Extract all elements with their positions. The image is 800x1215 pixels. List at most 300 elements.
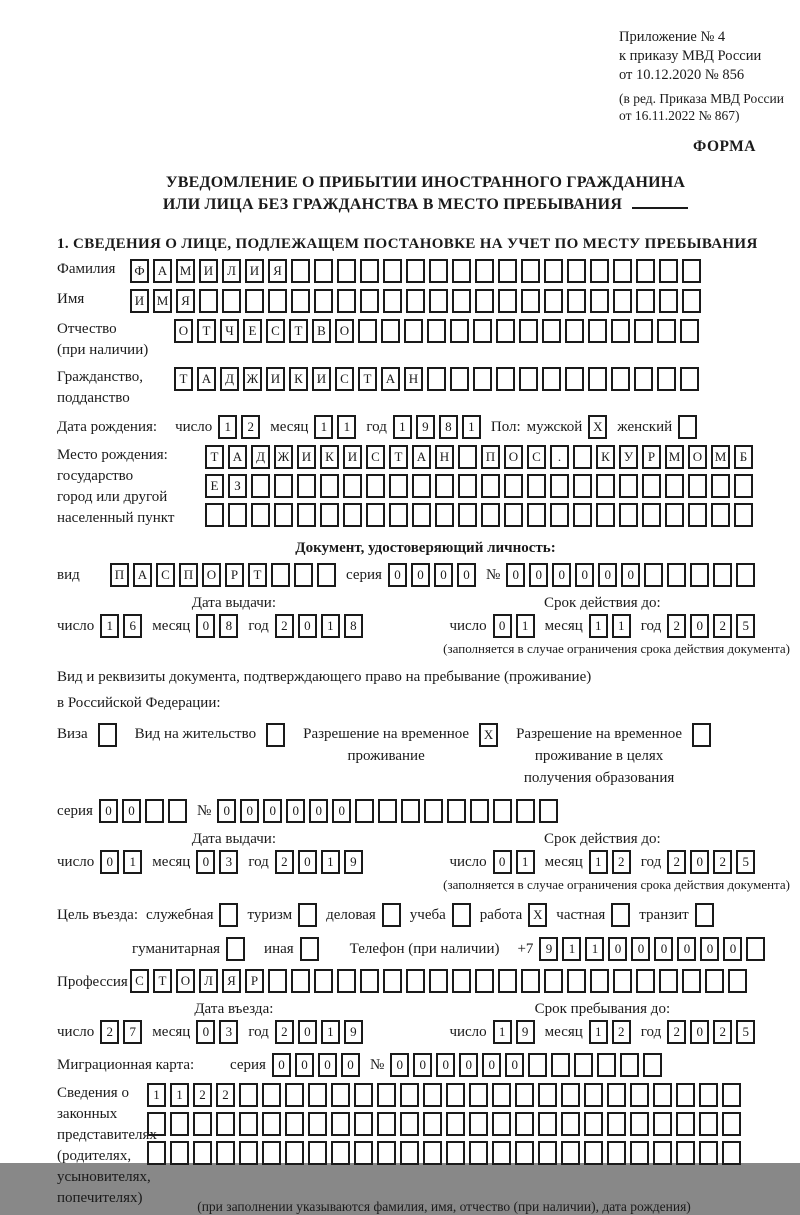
- char-box[interactable]: 2: [216, 1083, 235, 1107]
- char-box[interactable]: [389, 503, 408, 527]
- char-box[interactable]: [406, 259, 425, 283]
- char-box[interactable]: [590, 259, 609, 283]
- char-box[interactable]: 0: [598, 563, 617, 587]
- char-box[interactable]: [285, 1083, 304, 1107]
- char-box[interactable]: [446, 1083, 465, 1107]
- char-box[interactable]: 1: [321, 850, 340, 874]
- char-box[interactable]: 0: [413, 1053, 432, 1077]
- char-box[interactable]: [427, 367, 446, 391]
- char-box[interactable]: [331, 1083, 350, 1107]
- char-box[interactable]: 0: [388, 563, 407, 587]
- char-box[interactable]: 1: [314, 415, 333, 439]
- char-box[interactable]: [469, 1083, 488, 1107]
- char-box[interactable]: [519, 319, 538, 343]
- char-box[interactable]: [423, 1112, 442, 1136]
- char-box[interactable]: [736, 563, 755, 587]
- char-box[interactable]: 0: [390, 1053, 409, 1077]
- char-box[interactable]: [699, 1141, 718, 1165]
- char-box[interactable]: [429, 289, 448, 313]
- char-box[interactable]: 0: [608, 937, 627, 961]
- char-box[interactable]: [636, 969, 655, 993]
- female-checkbox[interactable]: [678, 415, 697, 439]
- char-box[interactable]: 0: [434, 563, 453, 587]
- char-box[interactable]: [452, 289, 471, 313]
- char-box[interactable]: 0: [272, 1053, 291, 1077]
- char-box[interactable]: 0: [318, 1053, 337, 1077]
- char-box[interactable]: М: [176, 259, 195, 283]
- char-box[interactable]: [665, 474, 684, 498]
- char-box[interactable]: [722, 1112, 741, 1136]
- edu-residence-checkbox[interactable]: [692, 723, 711, 747]
- char-box[interactable]: 9: [344, 1020, 363, 1044]
- char-box[interactable]: [343, 503, 362, 527]
- char-box[interactable]: [550, 503, 569, 527]
- char-box[interactable]: [607, 1083, 626, 1107]
- char-box[interactable]: 1: [123, 850, 142, 874]
- char-box[interactable]: [680, 319, 699, 343]
- char-box[interactable]: [193, 1141, 212, 1165]
- char-box[interactable]: П: [179, 563, 198, 587]
- char-box[interactable]: [450, 367, 469, 391]
- char-box[interactable]: [291, 289, 310, 313]
- char-box[interactable]: [734, 474, 753, 498]
- char-box[interactable]: 0: [700, 937, 719, 961]
- char-box[interactable]: [676, 1141, 695, 1165]
- char-box[interactable]: [653, 1083, 672, 1107]
- char-box[interactable]: [584, 1112, 603, 1136]
- char-box[interactable]: 2: [713, 1020, 732, 1044]
- char-box[interactable]: В: [312, 319, 331, 343]
- char-box[interactable]: [565, 367, 584, 391]
- char-box[interactable]: [676, 1112, 695, 1136]
- char-box[interactable]: [699, 1112, 718, 1136]
- char-box[interactable]: [262, 1083, 281, 1107]
- char-box[interactable]: [584, 1141, 603, 1165]
- char-box[interactable]: [262, 1112, 281, 1136]
- char-box[interactable]: 1: [170, 1083, 189, 1107]
- char-box[interactable]: [492, 1112, 511, 1136]
- char-box[interactable]: [653, 1141, 672, 1165]
- char-box[interactable]: [170, 1112, 189, 1136]
- char-box[interactable]: Я: [268, 259, 287, 283]
- char-box[interactable]: 1: [516, 850, 535, 874]
- char-box[interactable]: О: [202, 563, 221, 587]
- char-box[interactable]: С: [130, 969, 149, 993]
- char-box[interactable]: 0: [677, 937, 696, 961]
- char-box[interactable]: [596, 503, 615, 527]
- char-box[interactable]: [711, 474, 730, 498]
- char-box[interactable]: [665, 503, 684, 527]
- char-box[interactable]: Ж: [243, 367, 262, 391]
- char-box[interactable]: [504, 474, 523, 498]
- char-box[interactable]: Р: [225, 563, 244, 587]
- char-box[interactable]: [423, 1141, 442, 1165]
- char-box[interactable]: Т: [174, 367, 193, 391]
- char-box[interactable]: [429, 259, 448, 283]
- char-box[interactable]: Т: [248, 563, 267, 587]
- char-box[interactable]: [360, 969, 379, 993]
- char-box[interactable]: [722, 1083, 741, 1107]
- char-box[interactable]: И: [343, 445, 362, 469]
- char-box[interactable]: [314, 259, 333, 283]
- other-checkbox[interactable]: [300, 937, 319, 961]
- char-box[interactable]: [473, 319, 492, 343]
- char-box[interactable]: 0: [100, 850, 119, 874]
- char-box[interactable]: 8: [344, 614, 363, 638]
- study-checkbox[interactable]: [452, 903, 471, 927]
- char-box[interactable]: [596, 474, 615, 498]
- char-box[interactable]: [498, 969, 517, 993]
- char-box[interactable]: А: [133, 563, 152, 587]
- char-box[interactable]: 1: [393, 415, 412, 439]
- char-box[interactable]: [469, 1112, 488, 1136]
- char-box[interactable]: [659, 289, 678, 313]
- char-box[interactable]: 5: [736, 614, 755, 638]
- char-box[interactable]: [561, 1112, 580, 1136]
- char-box[interactable]: [634, 367, 653, 391]
- char-box[interactable]: 7: [123, 1020, 142, 1044]
- char-box[interactable]: 1: [589, 614, 608, 638]
- char-box[interactable]: [680, 367, 699, 391]
- char-box[interactable]: [446, 1112, 465, 1136]
- char-box[interactable]: [475, 969, 494, 993]
- char-box[interactable]: [424, 799, 443, 823]
- char-box[interactable]: [308, 1112, 327, 1136]
- char-box[interactable]: Е: [243, 319, 262, 343]
- char-box[interactable]: 0: [459, 1053, 478, 1077]
- char-box[interactable]: 1: [321, 614, 340, 638]
- char-box[interactable]: [297, 503, 316, 527]
- private-checkbox[interactable]: [611, 903, 630, 927]
- char-box[interactable]: [619, 503, 638, 527]
- char-box[interactable]: [515, 1083, 534, 1107]
- humanitarian-checkbox[interactable]: [226, 937, 245, 961]
- char-box[interactable]: 0: [298, 614, 317, 638]
- visa-checkbox[interactable]: [98, 723, 117, 747]
- char-box[interactable]: Н: [435, 445, 454, 469]
- char-box[interactable]: [481, 474, 500, 498]
- char-box[interactable]: [450, 319, 469, 343]
- char-box[interactable]: [337, 969, 356, 993]
- char-box[interactable]: [337, 289, 356, 313]
- char-box[interactable]: [170, 1141, 189, 1165]
- char-box[interactable]: [642, 503, 661, 527]
- business-checkbox[interactable]: [382, 903, 401, 927]
- char-box[interactable]: 0: [723, 937, 742, 961]
- char-box[interactable]: [228, 503, 247, 527]
- char-box[interactable]: [377, 1083, 396, 1107]
- char-box[interactable]: [584, 1083, 603, 1107]
- char-box[interactable]: [713, 563, 732, 587]
- char-box[interactable]: 2: [275, 614, 294, 638]
- char-box[interactable]: [613, 969, 632, 993]
- char-box[interactable]: 0: [263, 799, 282, 823]
- char-box[interactable]: Ж: [274, 445, 293, 469]
- char-box[interactable]: Т: [358, 367, 377, 391]
- char-box[interactable]: 0: [654, 937, 673, 961]
- char-box[interactable]: И: [266, 367, 285, 391]
- char-box[interactable]: 1: [589, 850, 608, 874]
- char-box[interactable]: [607, 1141, 626, 1165]
- char-box[interactable]: .: [550, 445, 569, 469]
- char-box[interactable]: 0: [631, 937, 650, 961]
- char-box[interactable]: [611, 367, 630, 391]
- char-box[interactable]: [268, 289, 287, 313]
- char-box[interactable]: [475, 259, 494, 283]
- char-box[interactable]: 0: [286, 799, 305, 823]
- char-box[interactable]: [492, 1141, 511, 1165]
- male-checkbox[interactable]: X: [588, 415, 607, 439]
- char-box[interactable]: [590, 969, 609, 993]
- char-box[interactable]: [521, 289, 540, 313]
- char-box[interactable]: [291, 259, 310, 283]
- char-box[interactable]: 0: [529, 563, 548, 587]
- char-box[interactable]: 1: [147, 1083, 166, 1107]
- char-box[interactable]: Т: [289, 319, 308, 343]
- char-box[interactable]: 0: [196, 614, 215, 638]
- char-box[interactable]: 1: [218, 415, 237, 439]
- char-box[interactable]: [682, 259, 701, 283]
- char-box[interactable]: [734, 503, 753, 527]
- char-box[interactable]: [630, 1112, 649, 1136]
- char-box[interactable]: И: [199, 259, 218, 283]
- char-box[interactable]: [452, 259, 471, 283]
- char-box[interactable]: [613, 259, 632, 283]
- char-box[interactable]: [551, 1053, 570, 1077]
- char-box[interactable]: С: [156, 563, 175, 587]
- char-box[interactable]: [498, 289, 517, 313]
- transit-checkbox[interactable]: [695, 903, 714, 927]
- char-box[interactable]: 2: [275, 850, 294, 874]
- char-box[interactable]: [676, 1083, 695, 1107]
- char-box[interactable]: [636, 259, 655, 283]
- char-box[interactable]: Я: [176, 289, 195, 313]
- char-box[interactable]: К: [320, 445, 339, 469]
- char-box[interactable]: [539, 799, 558, 823]
- char-box[interactable]: [521, 969, 540, 993]
- char-box[interactable]: М: [711, 445, 730, 469]
- char-box[interactable]: [544, 289, 563, 313]
- char-box[interactable]: [516, 799, 535, 823]
- char-box[interactable]: 0: [493, 614, 512, 638]
- char-box[interactable]: [360, 259, 379, 283]
- char-box[interactable]: 0: [690, 1020, 709, 1044]
- char-box[interactable]: 0: [457, 563, 476, 587]
- char-box[interactable]: [544, 259, 563, 283]
- char-box[interactable]: 9: [539, 937, 558, 961]
- char-box[interactable]: [308, 1083, 327, 1107]
- char-box[interactable]: [168, 799, 187, 823]
- char-box[interactable]: [377, 1141, 396, 1165]
- char-box[interactable]: П: [110, 563, 129, 587]
- char-box[interactable]: [251, 503, 270, 527]
- char-box[interactable]: [378, 799, 397, 823]
- char-box[interactable]: П: [481, 445, 500, 469]
- char-box[interactable]: 0: [493, 850, 512, 874]
- char-box[interactable]: А: [228, 445, 247, 469]
- char-box[interactable]: М: [665, 445, 684, 469]
- char-box[interactable]: 9: [516, 1020, 535, 1044]
- char-box[interactable]: 5: [736, 850, 755, 874]
- char-box[interactable]: З: [228, 474, 247, 498]
- char-box[interactable]: [619, 474, 638, 498]
- char-box[interactable]: [544, 969, 563, 993]
- char-box[interactable]: Т: [205, 445, 224, 469]
- char-box[interactable]: 0: [298, 850, 317, 874]
- char-box[interactable]: Ф: [130, 259, 149, 283]
- char-box[interactable]: С: [266, 319, 285, 343]
- char-box[interactable]: 0: [99, 799, 118, 823]
- char-box[interactable]: [400, 1112, 419, 1136]
- char-box[interactable]: [285, 1141, 304, 1165]
- char-box[interactable]: [268, 969, 287, 993]
- char-box[interactable]: 3: [219, 850, 238, 874]
- char-box[interactable]: [492, 1083, 511, 1107]
- char-box[interactable]: [469, 1141, 488, 1165]
- char-box[interactable]: [613, 289, 632, 313]
- char-box[interactable]: К: [596, 445, 615, 469]
- char-box[interactable]: [452, 969, 471, 993]
- char-box[interactable]: [588, 367, 607, 391]
- char-box[interactable]: 2: [667, 1020, 686, 1044]
- char-box[interactable]: [682, 289, 701, 313]
- char-box[interactable]: О: [335, 319, 354, 343]
- char-box[interactable]: [542, 367, 561, 391]
- char-box[interactable]: [354, 1083, 373, 1107]
- char-box[interactable]: 0: [295, 1053, 314, 1077]
- char-box[interactable]: 2: [667, 850, 686, 874]
- char-box[interactable]: 2: [193, 1083, 212, 1107]
- char-box[interactable]: 2: [612, 1020, 631, 1044]
- char-box[interactable]: 0: [621, 563, 640, 587]
- char-box[interactable]: 2: [241, 415, 260, 439]
- char-box[interactable]: [643, 1053, 662, 1077]
- char-box[interactable]: [360, 289, 379, 313]
- char-box[interactable]: [682, 969, 701, 993]
- char-box[interactable]: [588, 319, 607, 343]
- char-box[interactable]: [205, 503, 224, 527]
- char-box[interactable]: [728, 969, 747, 993]
- char-box[interactable]: [435, 474, 454, 498]
- char-box[interactable]: [567, 289, 586, 313]
- char-box[interactable]: 2: [713, 850, 732, 874]
- char-box[interactable]: У: [619, 445, 638, 469]
- temp-residence-checkbox[interactable]: X: [479, 723, 498, 747]
- char-box[interactable]: [435, 503, 454, 527]
- char-box[interactable]: [574, 1053, 593, 1077]
- char-box[interactable]: [528, 1053, 547, 1077]
- residence-permit-checkbox[interactable]: [266, 723, 285, 747]
- char-box[interactable]: [381, 319, 400, 343]
- char-box[interactable]: А: [412, 445, 431, 469]
- char-box[interactable]: 2: [612, 850, 631, 874]
- char-box[interactable]: 1: [493, 1020, 512, 1044]
- char-box[interactable]: К: [289, 367, 308, 391]
- char-box[interactable]: [642, 474, 661, 498]
- char-box[interactable]: [406, 289, 425, 313]
- char-box[interactable]: [412, 503, 431, 527]
- char-box[interactable]: 0: [690, 850, 709, 874]
- char-box[interactable]: [746, 937, 765, 961]
- char-box[interactable]: 0: [298, 1020, 317, 1044]
- char-box[interactable]: [423, 1083, 442, 1107]
- char-box[interactable]: [412, 474, 431, 498]
- char-box[interactable]: А: [153, 259, 172, 283]
- char-box[interactable]: [573, 474, 592, 498]
- char-box[interactable]: [193, 1112, 212, 1136]
- char-box[interactable]: 1: [516, 614, 535, 638]
- char-box[interactable]: 2: [713, 614, 732, 638]
- char-box[interactable]: [659, 969, 678, 993]
- char-box[interactable]: [274, 474, 293, 498]
- char-box[interactable]: [251, 474, 270, 498]
- char-box[interactable]: [542, 319, 561, 343]
- char-box[interactable]: [446, 1141, 465, 1165]
- char-box[interactable]: 0: [436, 1053, 455, 1077]
- char-box[interactable]: 0: [196, 850, 215, 874]
- char-box[interactable]: [620, 1053, 639, 1077]
- char-box[interactable]: [366, 503, 385, 527]
- char-box[interactable]: И: [245, 259, 264, 283]
- char-box[interactable]: [597, 1053, 616, 1077]
- char-box[interactable]: [498, 259, 517, 283]
- char-box[interactable]: Т: [389, 445, 408, 469]
- char-box[interactable]: И: [297, 445, 316, 469]
- char-box[interactable]: Т: [153, 969, 172, 993]
- char-box[interactable]: Р: [642, 445, 661, 469]
- char-box[interactable]: [705, 969, 724, 993]
- char-box[interactable]: [383, 259, 402, 283]
- char-box[interactable]: С: [366, 445, 385, 469]
- char-box[interactable]: 8: [219, 614, 238, 638]
- char-box[interactable]: 9: [344, 850, 363, 874]
- char-box[interactable]: [565, 319, 584, 343]
- char-box[interactable]: [343, 474, 362, 498]
- char-box[interactable]: [690, 563, 709, 587]
- char-box[interactable]: [630, 1083, 649, 1107]
- char-box[interactable]: [147, 1141, 166, 1165]
- char-box[interactable]: Л: [222, 259, 241, 283]
- char-box[interactable]: [331, 1112, 350, 1136]
- char-box[interactable]: [222, 289, 241, 313]
- char-box[interactable]: [567, 969, 586, 993]
- char-box[interactable]: [496, 319, 515, 343]
- char-box[interactable]: [711, 503, 730, 527]
- char-box[interactable]: 2: [275, 1020, 294, 1044]
- char-box[interactable]: [317, 563, 336, 587]
- char-box[interactable]: [294, 563, 313, 587]
- char-box[interactable]: [699, 1083, 718, 1107]
- char-box[interactable]: [634, 319, 653, 343]
- char-box[interactable]: [147, 1112, 166, 1136]
- char-box[interactable]: [366, 474, 385, 498]
- char-box[interactable]: О: [504, 445, 523, 469]
- char-box[interactable]: [515, 1141, 534, 1165]
- char-box[interactable]: 8: [439, 415, 458, 439]
- char-box[interactable]: [271, 563, 290, 587]
- char-box[interactable]: 1: [612, 614, 631, 638]
- char-box[interactable]: 1: [100, 614, 119, 638]
- char-box[interactable]: [688, 503, 707, 527]
- char-box[interactable]: 0: [341, 1053, 360, 1077]
- char-box[interactable]: И: [312, 367, 331, 391]
- char-box[interactable]: 0: [309, 799, 328, 823]
- char-box[interactable]: [630, 1141, 649, 1165]
- char-box[interactable]: [216, 1141, 235, 1165]
- char-box[interactable]: [493, 799, 512, 823]
- char-box[interactable]: 0: [575, 563, 594, 587]
- char-box[interactable]: [475, 289, 494, 313]
